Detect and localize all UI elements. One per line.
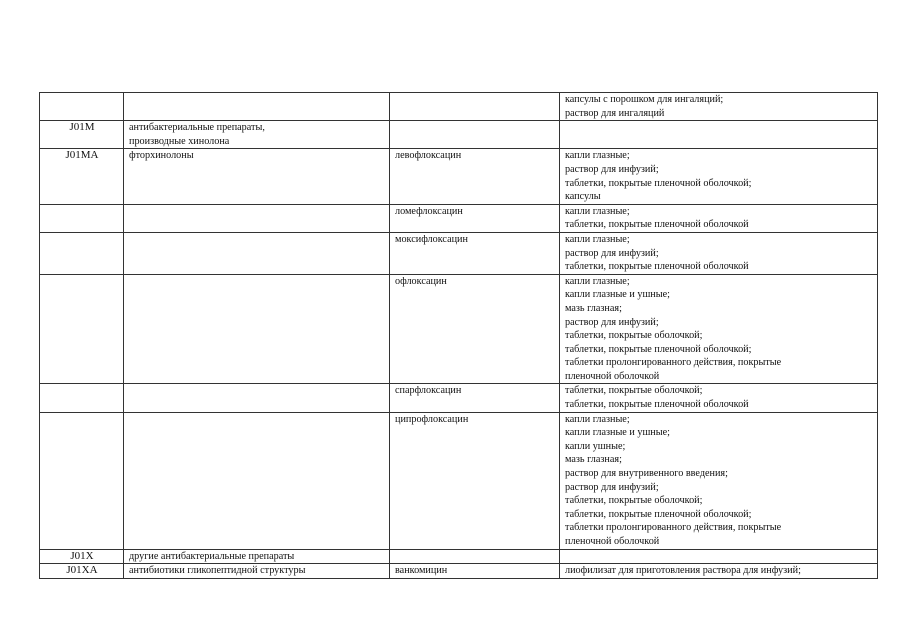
atc-code-cell: J01XA	[40, 564, 124, 579]
group-line: антибактериальные препараты,	[129, 122, 265, 134]
atc-group-cell	[124, 93, 390, 121]
atc-code-cell: J01MA	[40, 149, 124, 204]
dosage-form-line: таблетки, покрытые оболочкой;	[565, 385, 703, 397]
atc-code-cell	[40, 232, 124, 274]
dosage-form-line: лиофилизат для приготовления раствора для инфузий;	[565, 565, 801, 577]
dosage-form-cell	[560, 564, 878, 579]
dosage-form-line: капли ушные;	[565, 440, 626, 452]
dosage-form-cell	[560, 93, 878, 121]
drug-name-cell: левофлоксацин	[390, 149, 560, 204]
dosage-form-line: капли глазные;	[565, 275, 630, 287]
dosage-form-line: капли глазные и ушные;	[565, 427, 670, 439]
drug-name-cell: ципрофлоксацин	[390, 412, 560, 549]
dosage-form-line: раствор для инфузий;	[565, 247, 659, 259]
drug-name-cell: моксифлоксацин	[390, 232, 560, 274]
dosage-form-line: раствор для ингаляций	[565, 107, 665, 119]
drug-name-cell: офлоксацин	[390, 274, 560, 384]
dosage-form-cell	[560, 121, 878, 149]
dosage-form-line: пленочной оболочкой	[565, 370, 660, 382]
dosage-form-cell	[560, 149, 878, 204]
dosage-form-line: таблетки, покрытые оболочкой;	[565, 495, 703, 507]
dosage-form-line: пленочной оболочкой	[565, 536, 660, 547]
dosage-form-cell	[560, 412, 878, 549]
atc-group-cell	[124, 204, 390, 232]
dosage-form-cell	[560, 204, 878, 232]
atc-code-cell: J01M	[40, 121, 124, 149]
atc-group-cell	[124, 121, 390, 149]
dosage-form-line: капли глазные;	[565, 413, 630, 425]
dosage-form-line: мазь глазная;	[565, 302, 622, 314]
atc-code-cell	[40, 412, 124, 549]
table-row	[40, 564, 878, 579]
table-row	[40, 412, 878, 549]
dosage-form-line: капли глазные;	[565, 150, 630, 162]
dosage-form-line: раствор для инфузий;	[565, 163, 659, 175]
drug-name-cell	[390, 549, 560, 564]
atc-code-cell	[40, 93, 124, 121]
dosage-form-line: таблетки, покрытые пленочной оболочкой;	[565, 177, 752, 189]
dosage-form-line: капли глазные;	[565, 233, 630, 245]
table-row	[40, 204, 878, 232]
dosage-form-line: таблетки, покрытые пленочной оболочкой	[565, 399, 749, 411]
atc-code-cell	[40, 384, 124, 412]
group-line: фторхинолоны	[129, 150, 194, 162]
drug-name-cell: спарфлоксацин	[390, 384, 560, 412]
table-row	[40, 549, 878, 564]
atc-group-cell	[124, 232, 390, 274]
dosage-form-line: таблетки пролонгированного действия, покрытые	[565, 357, 782, 369]
table-row	[40, 121, 878, 149]
medication-table	[39, 92, 878, 579]
atc-code-cell	[40, 274, 124, 384]
dosage-form-cell	[560, 274, 878, 384]
table-row	[40, 274, 878, 384]
dosage-form-line: таблетки, покрытые пленочной оболочкой;	[565, 508, 752, 520]
dosage-form-line: капсулы	[565, 191, 601, 203]
dosage-form-line: раствор для инфузий;	[565, 481, 659, 493]
table-body	[40, 93, 878, 579]
dosage-form-cell	[560, 384, 878, 412]
atc-code-cell	[40, 204, 124, 232]
group-line: антибиотики гликопептидной структуры	[129, 565, 306, 577]
atc-group-cell	[124, 564, 390, 579]
dosage-form-cell	[560, 549, 878, 564]
table-row	[40, 232, 878, 274]
table-row	[40, 93, 878, 121]
atc-group-cell	[124, 412, 390, 549]
dosage-form-line: мазь глазная;	[565, 454, 622, 466]
drug-name-cell: ванкомицин	[390, 564, 560, 579]
dosage-form-line: капсулы с порошком для ингаляций;	[565, 94, 724, 105]
drug-name-cell	[390, 121, 560, 149]
group-line: другие антибактериальные препараты	[129, 550, 295, 562]
dosage-form-line: капли глазные и ушные;	[565, 289, 670, 301]
drug-name-cell: ломефлоксацин	[390, 204, 560, 232]
table-row	[40, 384, 878, 412]
dosage-form-line: таблетки, покрытые пленочной оболочкой	[565, 219, 749, 231]
atc-group-cell	[124, 149, 390, 204]
dosage-form-line: таблетки, покрытые пленочной оболочкой	[565, 261, 749, 273]
dosage-form-line: таблетки, покрытые пленочной оболочкой;	[565, 343, 752, 355]
drug-name-cell	[390, 93, 560, 121]
dosage-form-line: таблетки пролонгированного действия, покрытые	[565, 522, 782, 534]
atc-group-cell	[124, 274, 390, 384]
dosage-form-line: капли глазные;	[565, 205, 630, 217]
table-row	[40, 149, 878, 204]
group-line: производные хинолона	[129, 135, 230, 147]
dosage-form-line: раствор для внутривенного введения;	[565, 468, 728, 480]
atc-group-cell	[124, 384, 390, 412]
atc-code-cell: J01X	[40, 549, 124, 564]
dosage-form-line: раствор для инфузий;	[565, 316, 659, 328]
atc-group-cell	[124, 549, 390, 564]
dosage-form-line: таблетки, покрытые оболочкой;	[565, 330, 703, 342]
dosage-form-cell	[560, 232, 878, 274]
